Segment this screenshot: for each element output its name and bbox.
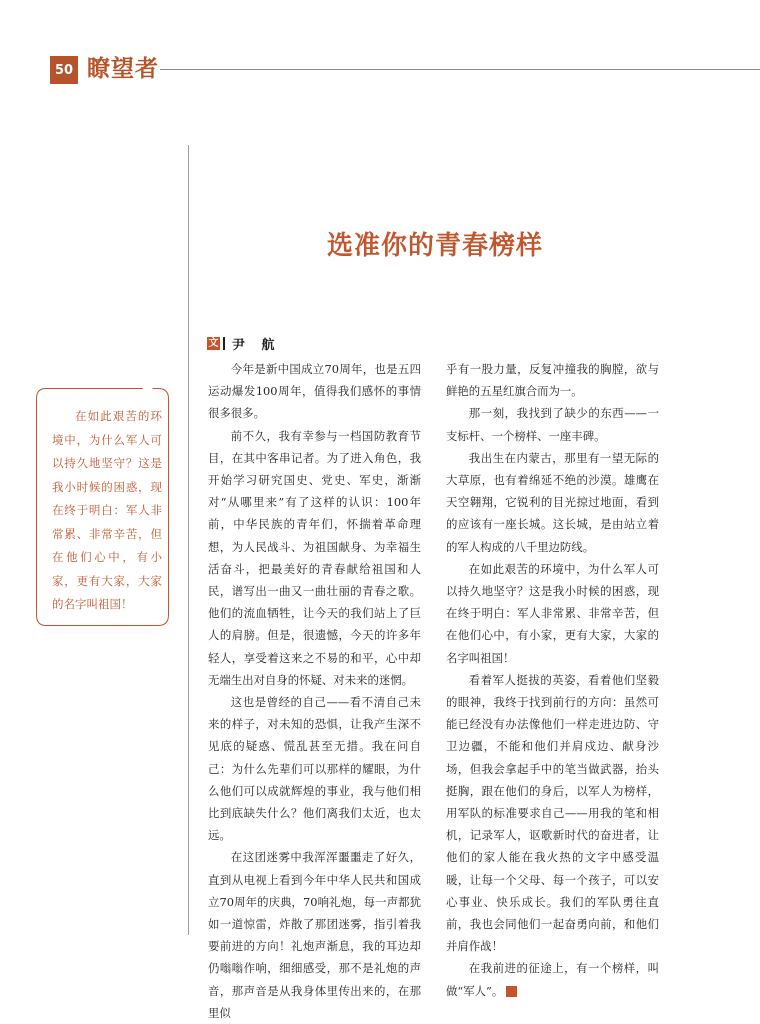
- byline-tag: 文: [208, 338, 219, 349]
- article-column-2: [446, 358, 659, 1002]
- end-mark: G: [506, 986, 517, 997]
- paragraph: 那一刻，我找到了缺少的东西——一支标杆、一个榜样、一座丰碑。: [446, 406, 659, 443]
- article-title: 选准你的青春榜样: [326, 231, 543, 261]
- magazine-name: 瞭望者: [87, 56, 159, 82]
- paragraph: 在这团迷雾中我浑浑噩噩走了好久，直到从电视上看到今年中华人民共和国成立70周年的庆典，70响礼炮，每一声都犹如一道惊雷，炸散了那团迷雾，指引着我要前进的方向！礼炮声渐息，我的耳边却仍嗡嗡作响，细细感受，那不是礼炮的声音，那声音是从我身体里传出来的，在那里似: [208, 850, 421, 1020]
- paragraph: 乎有一股力量，反复冲撞我的胸膛，欲与鲜艳的五星红旗合而为一。: [446, 362, 659, 399]
- pull-quote-text: 在如此艰苦的环境中，为什么军人可以持久地坚守？这是我小时候的困惑，现在终于明白：军人非常累、非常辛苦，但在他们心中，有小家，更有大家，大家的名字叫祖国！: [52, 409, 162, 611]
- paragraph: 这也是曾经的自己——看不清自己未来的样子，对未知的恐惧，让我产生深不见底的疑惑、慌乱甚至无措。我在问自己：为什么先辈们可以那样的耀眼，为什么他们可以成就辉煌的事业，我与他们相比到底缺失什么？他们离我们太近，也太远。: [208, 695, 421, 843]
- paragraph: 我出生在内蒙古，那里有一望无际的大草原，也有着绵延不绝的沙漠。雄鹰在天空翱翔，它锐利的目光掠过地面，看到的应该有一座长城。这长城，是由站立着的军人构成的八千里边防线。: [446, 450, 659, 554]
- paragraph: 看着军人挺拔的英姿，看着他们坚毅的眼神，我终于找到前行的方向：虽然可能已经没有办法像他们一样走进边防、守卫边疆，不能和他们并肩戍边、献身沙场，但我会拿起手中的笔当做武器，抬头挺胸，跟在他们的身后，以军人为榜样，用军队的标准要求自己——用我的笔和相机，记录军人，讴歌新时代的奋进者，让他们的家人能在我火热的文字中感受温暖，让每一个父母、每一个孩子，可以安心事业、快乐成长。我们的军队勇往直前，我也会同他们一起奋勇向前，和他们并肩作战！: [446, 672, 659, 954]
- byline-divider: [223, 337, 225, 350]
- paragraph: 在如此艰苦的环境中，为什么军人可以持久地坚守？这是我小时候的困惑，现在终于明白：军人非常累、非常辛苦，但在他们心中，有小家，更有大家，大家的名字叫祖国！: [446, 561, 659, 665]
- paragraph: 今年是新中国成立70周年，也是五四运动爆发100周年，值得我们感怀的事情很多很多。: [208, 362, 421, 421]
- article-column-1: [208, 358, 421, 1024]
- paragraph-last-text: 在我前进的征途上，有一个榜样，叫做“军人”。: [446, 961, 659, 998]
- byline: [207, 334, 281, 353]
- column-divider-line: [188, 145, 189, 935]
- page-number: 50: [50, 56, 78, 84]
- header-rule: [160, 69, 760, 70]
- pull-quote: [52, 405, 162, 617]
- paragraph-last: [446, 957, 659, 1001]
- paragraph: 前不久，我有幸参与一档国防教育节目，在其中客串记者。为了进入角色，我开始学习研究国史、党史、军史，渐渐对“从哪里来”有了这样的认识：100年前，中华民族的青年们，怀揣着革命理想，为人民战斗、为祖国献身、为幸福生活奋斗，把最美好的青春献给祖国和人民，谱写出一曲又一曲壮丽的青春之歌。他们的流血牺牲，让今天的我们站上了巨人的肩膀。但是，很遗憾，今天的许多年轻人，享受着这来之不易的和平，心中却无端生出对自身的怀疑、对未来的迷惘。: [208, 428, 421, 687]
- author-name: 尹 航: [232, 338, 281, 353]
